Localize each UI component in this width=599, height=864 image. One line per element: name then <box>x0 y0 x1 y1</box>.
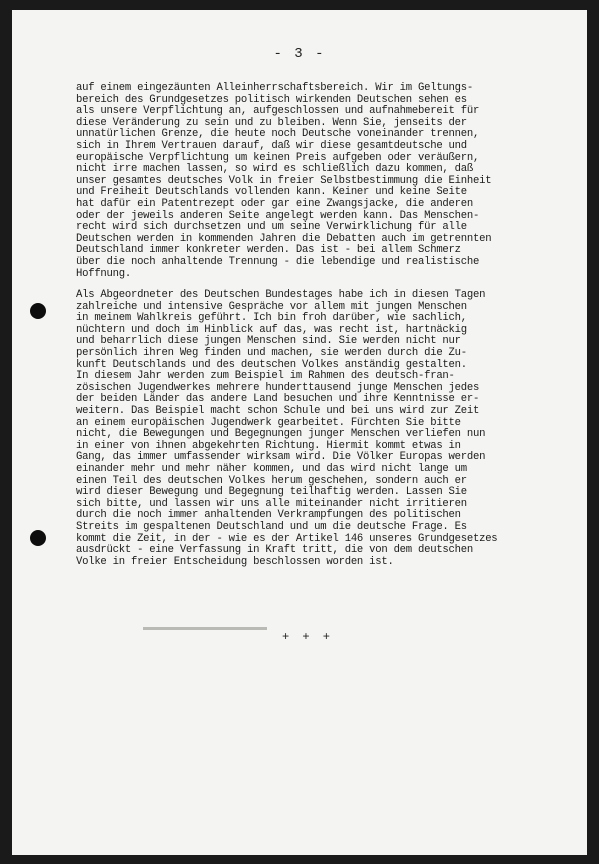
text-line: als unsere Verpflichtung an, aufgeschlossen und aufnahmebereit für <box>76 105 480 118</box>
punch-hole <box>30 303 46 319</box>
text-line: wird dieser Bewegung und Begegnung teilhaftig werden. Lassen Sie <box>76 486 467 499</box>
text-line: sich bitte, und lassen wir uns alle miteinander nicht irritieren <box>76 497 467 510</box>
text-line: oder der jeweils anderen Seite angelegt werden kann. Das Menschen- <box>76 209 480 222</box>
text-line: in meinem Wahlkreis geführt. Ich bin froh darüber, wie sachlich, <box>76 312 467 325</box>
text-line: weitern. Das Beispiel macht schon Schule und bei uns wird zur Zeit <box>76 405 480 418</box>
text-line: Als Abgeordneter des Deutschen Bundestages habe ich in diesen Tagen <box>76 289 486 302</box>
text-line: recht wird sich durchsetzen und um seine Verwirklichung für alle <box>76 221 467 234</box>
text-line: zahlreiche und intensive Gespräche vor allem mit jungen Menschen <box>76 300 467 313</box>
text-line: zösischen Jugendwerkes mehrere hunderttausend junge Menschen jedes <box>76 381 480 394</box>
text-line: hat dafür ein Patentrezept oder gar eine Zwangsjacke, die anderen <box>76 197 473 210</box>
text-line: nicht, die Bewegungen und Begegnungen junger Menschen verliefen nun <box>76 428 486 441</box>
pencil-underline <box>143 627 267 630</box>
text-line: Gang, das immer umfassender wirksam wird. Die Völker Europas werden <box>76 451 486 464</box>
punch-hole <box>30 530 46 546</box>
text-line: bereich des Grundgesetzes politisch wirkenden Deutschen sehen es <box>76 93 467 106</box>
page-number: - 3 - <box>273 46 326 62</box>
document-page <box>12 10 587 855</box>
text-line: sich in Ihrem Vertrauen darauf, daß wir diese gesamtdeutsche und <box>76 139 467 152</box>
text-line: Deutschland immer konkreter werden. Das ist - bei allem Schmerz <box>76 244 461 257</box>
text-line: durch die noch immer anhaltenden Verkrampfungen des politischen <box>76 509 461 522</box>
text-line: über die noch anhaltende Trennung - die lebendige und realistische <box>76 255 480 268</box>
text-line: an einem europäischen Jugendwerk gearbeitet. Fürchten Sie bitte <box>76 416 461 429</box>
text-line: nicht irre machen lassen, so wird es schließlich dazu kommen, daß <box>76 163 473 176</box>
end-mark: + + + <box>282 630 334 644</box>
text-line: ausdrückt - eine Verfassung in Kraft tritt, die von dem deutschen <box>76 544 473 557</box>
text-line: unnatürlichen Grenze, die heute noch Deutsche voneinander trennen, <box>76 128 480 141</box>
paragraph <box>76 83 587 280</box>
text-line: kunft Deutschlands und des deutschen Volkes anständig gestalten. <box>76 358 467 371</box>
text-line: und beharrlich diese jungen Menschen sind. Sie werden nicht nur <box>76 335 461 348</box>
text-line: Volke in freier Entscheidung beschlossen worden ist. <box>76 555 394 568</box>
text-line: Deutschen werden in kommenden Jahren die Debatten auch im getrennten <box>76 232 492 245</box>
text-line: und Freiheit Deutschlands vollenden kann. Keiner und keine Seite <box>76 186 467 199</box>
text-line: Hoffnung. <box>76 267 131 280</box>
paragraph <box>76 290 587 568</box>
text-line: persönlich ihren Weg finden und machen, sie werden durch die Zu- <box>76 347 467 360</box>
text-line: einander mehr und mehr näher kommen, und das wird nicht lange um <box>76 463 467 475</box>
text-line: nüchtern und doch im Hinblick auf das, was recht ist, hartnäckig <box>76 323 467 336</box>
body-text <box>76 83 587 568</box>
text-line: Streits im gespaltenen Deutschland und um die deutsche Frage. Es <box>76 520 467 533</box>
text-line: der beiden Länder das andere Land besuchen und ihre Kenntnisse er- <box>76 393 480 406</box>
text-line: auf einem eingezäunten Alleinherrschaftsbereich. Wir im Geltungs- <box>76 82 473 94</box>
text-line: kommt die Zeit, in der - wie es der Artikel 146 unseres Grundgesetzes <box>76 532 498 545</box>
text-line: einen Teil des deutschen Volkes herum geschehen, sondern auch er <box>76 474 467 487</box>
text-line: europäische Verpflichtung um keinen Preis aufgeben oder veräußern, <box>76 151 480 164</box>
text-line: In diesem Jahr werden zum Beispiel im Rahmen des deutsch-fran- <box>76 370 455 383</box>
text-line: in einer von ihnen abgekehrten Richtung. Hiermit kommt etwas in <box>76 439 461 452</box>
text-line: diese Veränderung zu sein und zu bleiben. Wenn Sie, jenseits der <box>76 116 467 129</box>
text-line: unser gesamtes deutsches Volk in freier Selbstbestimmung die Einheit <box>76 174 492 187</box>
